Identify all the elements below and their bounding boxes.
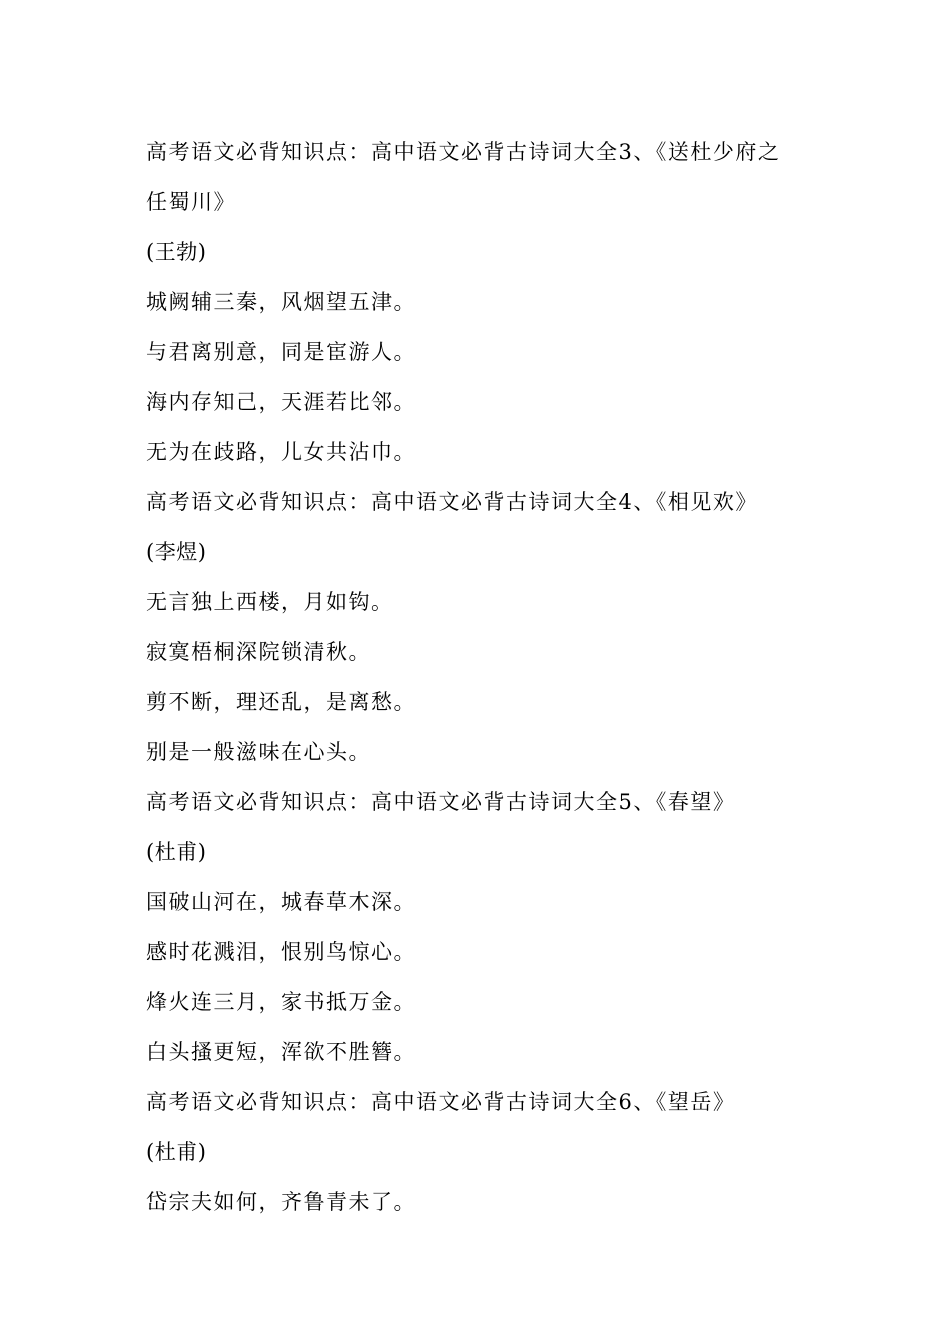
poem-verse: 白头搔更短，浑欲不胜簪。 <box>146 1040 416 1064</box>
section-heading-6: 高考语文必背知识点：高中语文必背古诗词大全6、《望岳》 <box>146 1090 736 1114</box>
poem-verse: 城阙辅三秦，风烟望五津。 <box>146 290 416 314</box>
poem-verse: 剪不断，理还乱，是离愁。 <box>146 690 416 714</box>
poem-verse: 别是一般滋味在心头。 <box>146 740 371 764</box>
section-heading-5: 高考语文必背知识点：高中语文必背古诗词大全5、《春望》 <box>146 790 736 814</box>
section-heading-3-line-1: 高考语文必背知识点：高中语文必背古诗词大全3、《送杜少府之 <box>146 140 781 164</box>
poem-verse: 海内存知己，天涯若比邻。 <box>146 390 416 414</box>
poem-verse: 无为在歧路，儿女共沾巾。 <box>146 440 416 464</box>
poem-verse: 无言独上西楼，月如钩。 <box>146 590 394 614</box>
poem-author: (王勃) <box>146 240 207 264</box>
poem-verse: 寂寞梧桐深院锁清秋。 <box>146 640 371 664</box>
poem-verse: 岱宗夫如何，齐鲁青未了。 <box>146 1190 416 1214</box>
document-body <box>146 127 826 1227</box>
poem-author: (杜甫) <box>146 1140 207 1164</box>
poem-verse: 与君离别意，同是宦游人。 <box>146 340 416 364</box>
section-heading-4: 高考语文必背知识点：高中语文必背古诗词大全4、《相见欢》 <box>146 490 758 514</box>
poem-author: (杜甫) <box>146 840 207 864</box>
poem-verse: 感时花溅泪，恨别鸟惊心。 <box>146 940 416 964</box>
poem-verse: 烽火连三月，家书抵万金。 <box>146 990 416 1014</box>
poem-verse: 国破山河在，城春草木深。 <box>146 890 416 914</box>
section-heading-3-line-2: 任蜀川》 <box>146 190 236 214</box>
poem-author: (李煜) <box>146 540 207 564</box>
